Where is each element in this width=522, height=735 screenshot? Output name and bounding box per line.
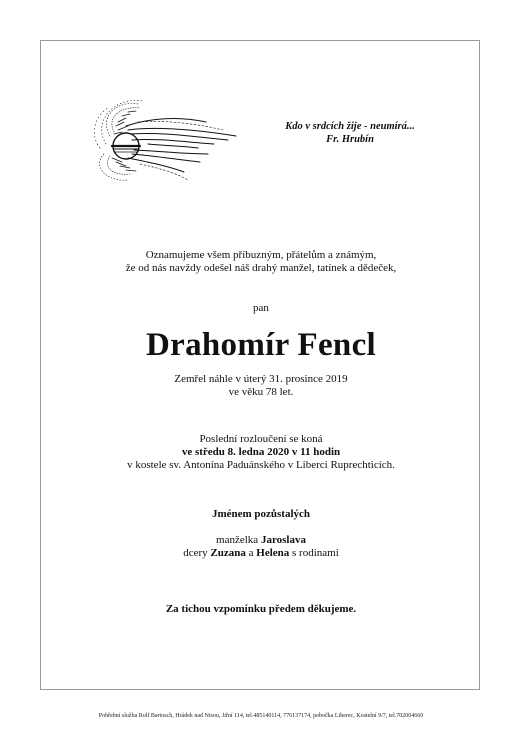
daughters-suffix: s rodinami xyxy=(289,547,339,559)
family-wife xyxy=(0,534,522,547)
daughters-prefix: dcery xyxy=(183,547,211,559)
ceremony-line-1: Poslední rozloučení se koná xyxy=(199,433,323,445)
daughter-1-name: Zuzana xyxy=(210,547,246,559)
salutation: pan xyxy=(253,302,269,314)
ceremony-date: ve středu 8. ledna 2020 v 11 hodin xyxy=(181,446,341,458)
ceremony-info xyxy=(0,433,522,472)
death-line-2: ve věku 78 let. xyxy=(228,386,294,398)
family-daughters xyxy=(0,547,522,560)
intro-line-2: že od nás navždy odešel náš drahý manžel, tatínek a dědeček, xyxy=(125,262,397,274)
daughter-2-name: Helena xyxy=(256,547,290,559)
wife-name: Jaroslava xyxy=(260,534,306,546)
quote-block xyxy=(250,120,450,146)
footer-funeral-service: Pohřební služba Rolf Bartosch, Hrádek nad Nisou, Jiřní 114, tel.485140114, 776137174, pobočka Liberec, Kostelní 9/7, tel.702004660 xyxy=(98,713,424,719)
thanks-line: Za tichou vzpomínku předem děkujeme. xyxy=(165,603,357,615)
quote-text: Kdo v srdcích žije - neumírá... xyxy=(285,121,415,132)
intro-line-1: Oznamujeme všem příbuzným, přátelům a známým, xyxy=(145,249,377,261)
family-heading: Jménem pozůstalých xyxy=(211,508,311,520)
death-info xyxy=(0,373,522,399)
sun-over-water-icon xyxy=(88,96,238,188)
ceremony-location: v kostele sv. Antonína Paduánského v Liberci Ruprechticích. xyxy=(127,459,395,471)
deceased-name: Drahomír Fencl xyxy=(146,327,376,363)
quote-author: Fr. Hrubín xyxy=(326,134,374,145)
announcement-intro xyxy=(0,249,522,275)
family-block xyxy=(0,508,522,560)
death-line-1: Zemřel náhle v úterý 31. prosince 2019 xyxy=(174,373,348,385)
daughters-conj: a xyxy=(245,547,257,559)
wife-prefix: manželka xyxy=(216,534,261,546)
